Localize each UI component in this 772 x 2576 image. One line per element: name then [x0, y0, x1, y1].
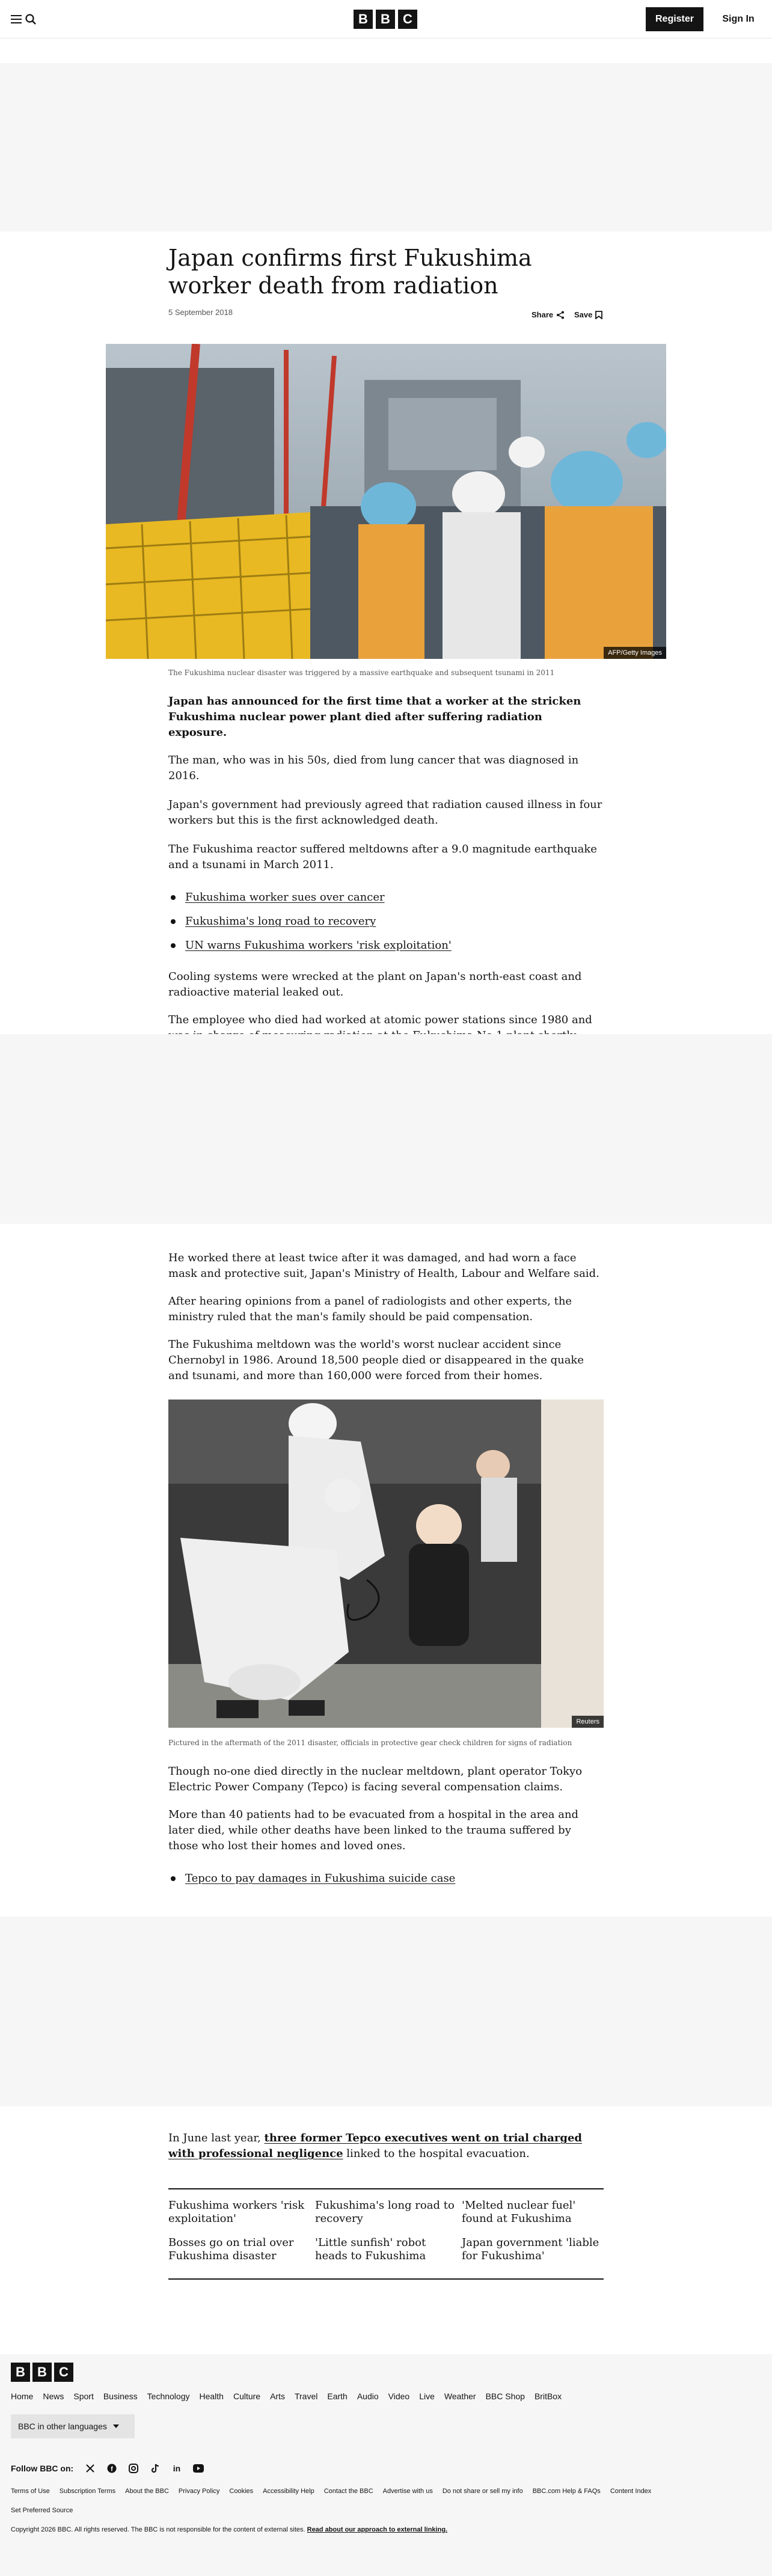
footer-nav-item[interactable]: Health — [199, 2391, 224, 2401]
footer-nav-item[interactable]: Sport — [73, 2391, 94, 2401]
footer-nav-item[interactable]: Audio — [357, 2391, 379, 2401]
logo-letter: B — [32, 2363, 52, 2382]
list-item — [168, 914, 604, 929]
radiation-check-illustration — [168, 1400, 604, 1728]
logo-letter: C — [54, 2363, 73, 2382]
link-fukushima-worker-sues[interactable]: Fukushima worker sues over cancer — [185, 891, 385, 904]
body-paragraph: Though no-one died directly in the nuclear meltdown, plant operator Tokyo Electric Power Company (Tepco) is facing several compensation claims. — [168, 1765, 583, 1793]
related-story-link[interactable]: Fukushima workers 'risk exploitation' — [168, 2199, 305, 2225]
share-icon — [556, 311, 565, 319]
x-icon[interactable] — [84, 2462, 96, 2474]
body-paragraph: The man, who was in his 50s, died from lung cancer that was diagnosed in 2016. — [168, 754, 579, 782]
footer-nav-item[interactable]: Culture — [233, 2391, 261, 2401]
footer-link[interactable]: Contact the BBC — [323, 2488, 373, 2495]
language-select-button[interactable] — [11, 2414, 135, 2438]
footer-nav-item[interactable]: BritBox — [534, 2391, 562, 2401]
advertisement-slot — [0, 1034, 772, 1224]
site-footer — [0, 2354, 772, 2576]
footer-nav-item[interactable]: Home — [11, 2391, 34, 2401]
article-body-continued-2 — [168, 1764, 604, 1895]
body-paragraph: More than 40 patients had to be evacuated from a hospital in the area and later died, while other deaths have been linked to the trauma suffered by those who lost their homes and loved ones. — [168, 1808, 579, 1852]
footer-bbc-logo[interactable] — [11, 2363, 73, 2382]
footer-nav-item[interactable]: Live — [419, 2391, 435, 2401]
svg-text:in: in — [173, 2464, 181, 2473]
footer-nav-item[interactable]: Technology — [147, 2391, 190, 2401]
footer-link[interactable]: Content Index — [610, 2488, 652, 2495]
link-executives-trial[interactable]: three former Tepco executives went on trial charged with professional negligence — [168, 2132, 582, 2160]
bbc-logo[interactable] — [354, 10, 417, 29]
related-links-list — [168, 1871, 604, 1886]
caret-down-icon — [113, 2425, 119, 2428]
footer-link[interactable]: Advertise with us — [382, 2488, 433, 2495]
footer-link[interactable]: Accessibility Help — [263, 2488, 314, 2495]
body-paragraph: The employee who died had worked at atomic power stations since 1980 and — [168, 1014, 592, 1026]
body-paragraph: He worked there at least twice after it was damaged, and had worn a face mask and protective suit, Japan's Ministry of Health, Labour and Welfare said. — [168, 1252, 599, 1280]
footer-nav-item[interactable]: Video — [388, 2391, 410, 2401]
body-paragraph: The Fukushima meltdown was the world's worst nuclear accident since Chernobyl in 1986. Around 18,500 people died or disappeared in the quake and tsunami, and more than 160,000 were forced from their homes. — [168, 1338, 584, 1382]
related-story-link[interactable]: 'Little sunfish' robot heads to Fukushima — [315, 2236, 426, 2262]
external-linking-link[interactable]: Read about our approach to external linking. — [307, 2526, 448, 2533]
article-body-continued — [168, 1250, 604, 1384]
youtube-icon[interactable] — [192, 2462, 204, 2474]
footer-link[interactable]: About the BBC — [125, 2488, 169, 2495]
search-icon — [25, 14, 36, 25]
footer-nav-item[interactable]: Earth — [327, 2391, 348, 2401]
footer-link[interactable]: Set Preferred Source — [11, 2507, 73, 2514]
link-un-warns[interactable]: UN warns Fukushima workers 'risk exploitation' — [185, 939, 452, 952]
list-item — [168, 890, 604, 905]
article-body-final — [168, 2131, 604, 2162]
footer-nav-item[interactable]: Travel — [294, 2391, 318, 2401]
image-credit: AFP/Getty Images — [604, 647, 666, 659]
related-stories — [168, 2188, 604, 2280]
advertisement-slot — [0, 63, 772, 231]
body-paragraph: Japan's government had previously agreed that radiation caused illness in four workers but this is the first acknowledged death. — [168, 798, 602, 827]
footer-nav-item[interactable]: News — [43, 2391, 64, 2401]
footer-link[interactable]: Subscription Terms — [59, 2488, 116, 2495]
footer-nav-item[interactable]: Weather — [444, 2391, 476, 2401]
footer-link[interactable]: Privacy Policy — [178, 2488, 220, 2495]
article-image — [168, 1400, 604, 1728]
headline-block — [168, 244, 604, 299]
share-button[interactable] — [532, 310, 565, 319]
related-story-link[interactable]: Japan government 'liable for Fukushima' — [462, 2236, 599, 2262]
link-long-road-recovery[interactable]: Fukushima's long road to recovery — [185, 915, 376, 928]
logo-letter: B — [376, 10, 395, 29]
svg-text:f: f — [111, 2465, 114, 2473]
logo-letter: C — [398, 10, 417, 29]
image-caption: Pictured in the aftermath of the 2011 disaster, officials in protective gear check children for signs of radiation — [168, 1739, 572, 1747]
footer-link[interactable]: Cookies — [229, 2488, 254, 2495]
footer-link[interactable]: Terms of Use — [11, 2488, 50, 2495]
footer-nav-item[interactable]: Arts — [270, 2391, 285, 2401]
footer-link[interactable]: Do not share or sell my info — [442, 2488, 523, 2495]
logo-letter: B — [354, 10, 373, 29]
copyright-text: Copyright 2026 BBC. All rights reserved. The BBC is not responsible for the content of external sites. — [11, 2526, 305, 2533]
article-body — [168, 694, 604, 1059]
copyright-notice — [11, 2526, 447, 2533]
linkedin-icon[interactable] — [171, 2462, 183, 2474]
link-tepco-damages[interactable]: Tepco to pay damages in Fukushima suicide case — [185, 1872, 456, 1885]
lede-paragraph: Japan has announced for the first time that a worker at the stricken Fukushima nuclear power plant died after suffering radiation exposure. — [168, 695, 581, 739]
follow-label: Follow BBC on: — [11, 2464, 74, 2473]
paragraph-text: In June last year, — [168, 2132, 265, 2144]
tiktok-icon[interactable] — [149, 2462, 161, 2474]
instagram-icon[interactable] — [127, 2462, 139, 2474]
related-story-link[interactable]: 'Melted nuclear fuel' found at Fukushima — [462, 2199, 576, 2225]
related-story-link[interactable]: Bosses go on trial over Fukushima disaster — [168, 2236, 294, 2262]
publish-date: 5 September 2018 — [168, 308, 233, 317]
hero-image — [106, 344, 666, 659]
advertisement-slot — [0, 1917, 772, 2106]
menu-icon — [11, 15, 22, 23]
body-paragraph: The Fukushima reactor suffered meltdowns after a 9.0 magnitude earthquake and a tsunami in March 2011. — [168, 843, 597, 871]
related-links-list — [168, 890, 604, 953]
footer-nav-item[interactable]: Business — [103, 2391, 138, 2401]
footer-nav — [11, 2391, 562, 2401]
save-label: Save — [574, 310, 593, 319]
logo-letter: B — [11, 2363, 30, 2382]
body-paragraph — [168, 2131, 604, 2162]
share-label: Share — [532, 310, 554, 319]
menu-search-button[interactable] — [11, 11, 37, 28]
list-item — [168, 1871, 604, 1886]
footer-links — [11, 2488, 762, 2514]
body-paragraph: Cooling systems were wrecked at the plant on Japan's north-east coast and radioactive material leaked out. — [168, 970, 582, 999]
body-paragraph: After hearing opinions from a panel of radiologists and other experts, the ministry ruled that the man's family should be paid compensation. — [168, 1295, 572, 1323]
list-item — [168, 938, 604, 953]
save-button[interactable] — [574, 310, 602, 319]
follow-bar — [11, 2462, 204, 2474]
fukushima-workers-illustration — [106, 344, 666, 659]
facebook-icon[interactable] — [106, 2462, 118, 2474]
bookmark-icon — [595, 311, 602, 319]
register-button[interactable]: Register — [646, 7, 703, 31]
image-credit: Reuters — [572, 1716, 604, 1728]
paragraph-text: linked to the hospital evacuation. — [343, 2147, 530, 2160]
site-header — [0, 0, 772, 38]
hero-caption: The Fukushima nuclear disaster was triggered by a massive earthquake and subsequent tsunami in 2011 — [168, 668, 555, 677]
language-button-label: BBC in other languages — [18, 2422, 107, 2431]
related-story-link[interactable]: Fukushima's long road to recovery — [315, 2199, 455, 2225]
footer-link[interactable]: BBC.com Help & FAQs — [532, 2488, 601, 2495]
page-title: Japan confirms first Fukushima worker death from radiation — [168, 245, 532, 299]
footer-nav-item[interactable]: BBC Shop — [485, 2391, 525, 2401]
signin-button[interactable]: Sign In — [722, 14, 755, 24]
